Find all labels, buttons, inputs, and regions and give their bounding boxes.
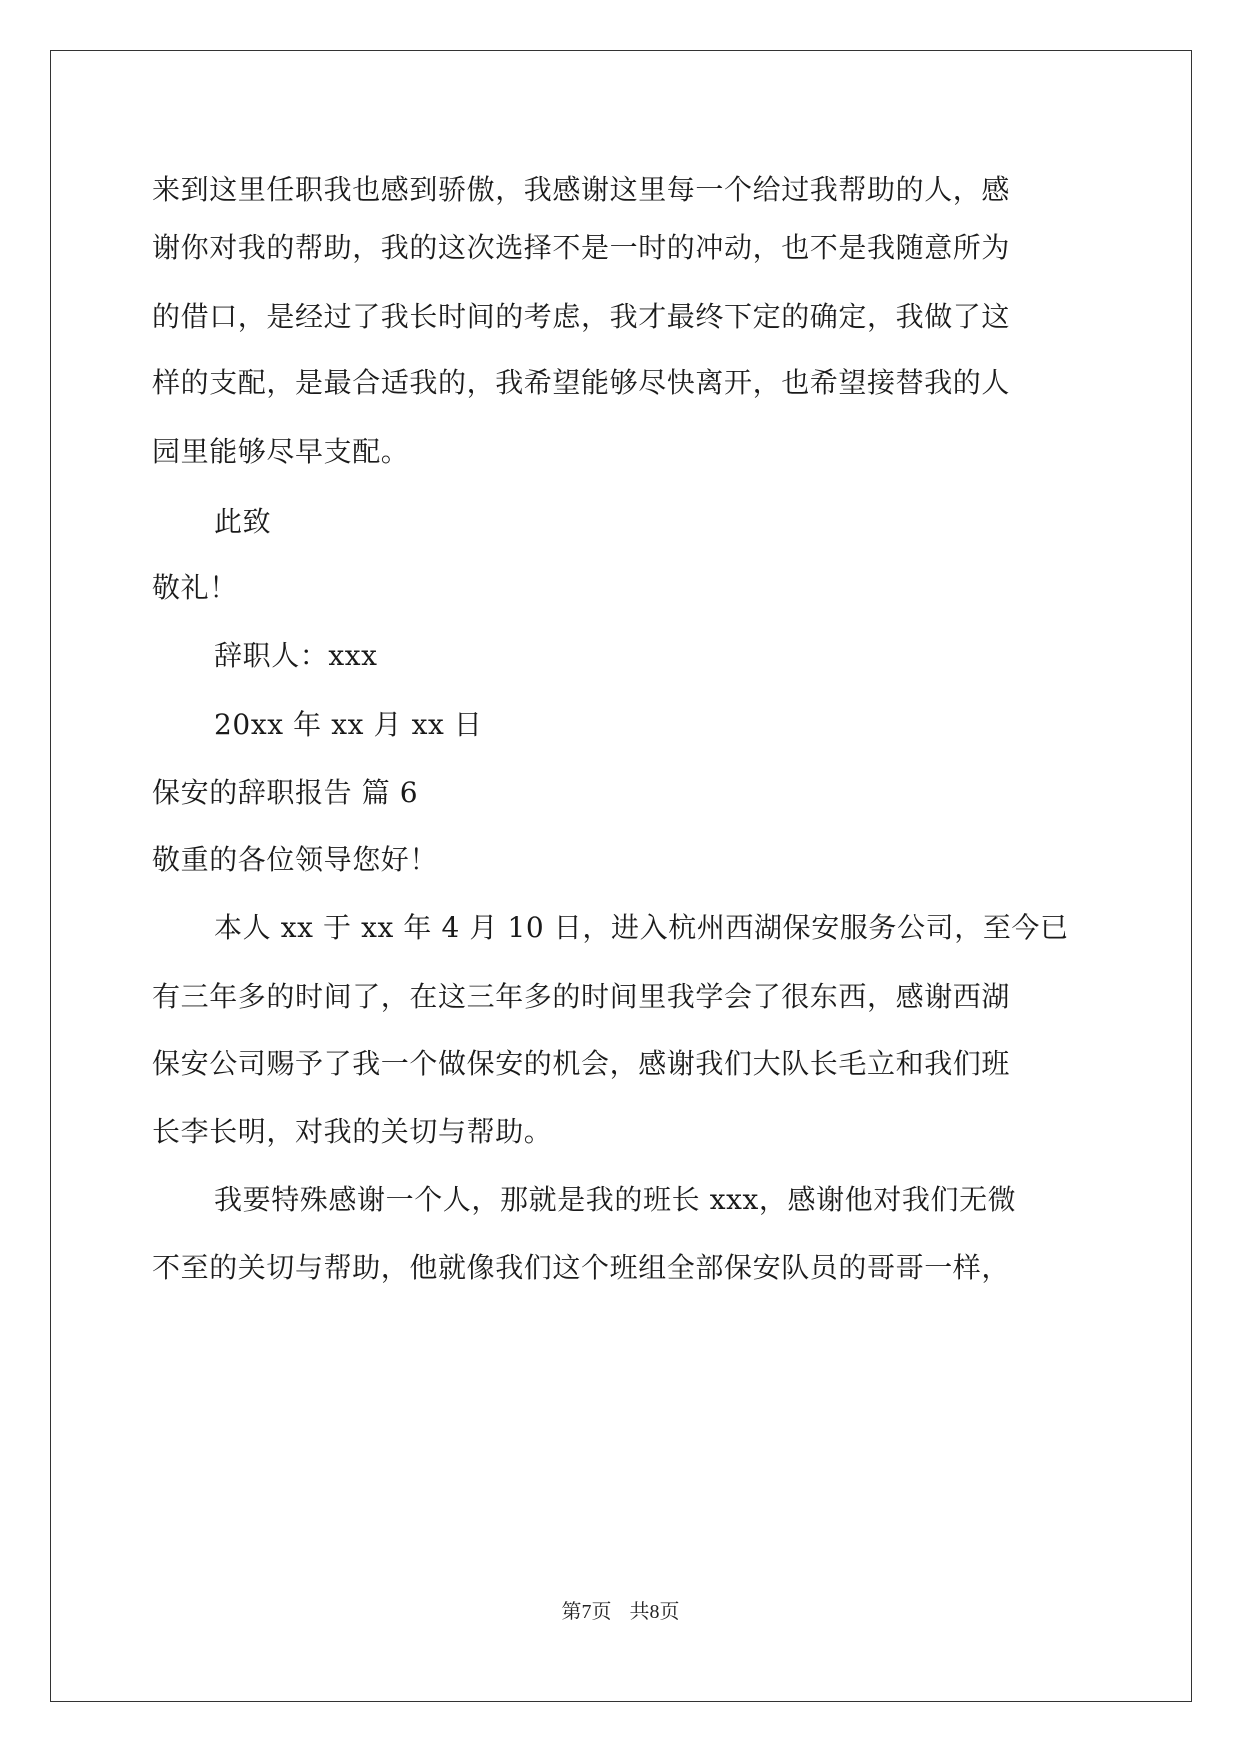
- body-line: 不至的关切与帮助，他就像我们这个班组全部保安队员的哥哥一样，: [152, 1251, 1011, 1284]
- body-line: 本人 xx 于 xx 年 4 月 10 日，进入杭州西湖保安服务公司，至今已: [214, 911, 1069, 944]
- body-line: 有三年多的时间了，在这三年多的时间里我学会了很东西，感谢西湖: [152, 980, 1011, 1013]
- salutation-line: 此致: [214, 505, 272, 538]
- closing-line: 敬礼！: [152, 571, 238, 604]
- body-line: 我要特殊感谢一个人，那就是我的班长 xxx，感谢他对我们无微: [214, 1183, 1017, 1216]
- page-total: 共8页: [629, 1601, 680, 1623]
- body-line: 来到这里任职我也感到骄傲，我感谢这里每一个给过我帮助的人，感: [152, 173, 1011, 206]
- body-line: 园里能够尽早支配。: [152, 435, 410, 468]
- date-line: 20xx 年 xx 月 xx 日: [214, 708, 483, 741]
- body-line: 的借口，是经过了我长时间的考虑，我才最终下定的确定，我做了这: [152, 300, 1011, 333]
- signature-line: 辞职人：xxx: [214, 639, 378, 672]
- body-line: 长李长明，对我的关切与帮助。: [152, 1115, 553, 1148]
- section-heading: 保安的辞职报告 篇 6: [152, 776, 419, 809]
- page-footer: [0, 1600, 1241, 1624]
- body-line: 样的支配，是最合适我的，我希望能够尽快离开，也希望接替我的人: [152, 366, 1011, 399]
- greeting-line: 敬重的各位领导您好！: [152, 843, 439, 876]
- page-number: 第7页: [561, 1601, 612, 1623]
- body-line: 谢你对我的帮助，我的这次选择不是一时的冲动，也不是我随意所为: [152, 231, 1011, 264]
- body-line: 保安公司赐予了我一个做保安的机会，感谢我们大队长毛立和我们班: [152, 1047, 1011, 1080]
